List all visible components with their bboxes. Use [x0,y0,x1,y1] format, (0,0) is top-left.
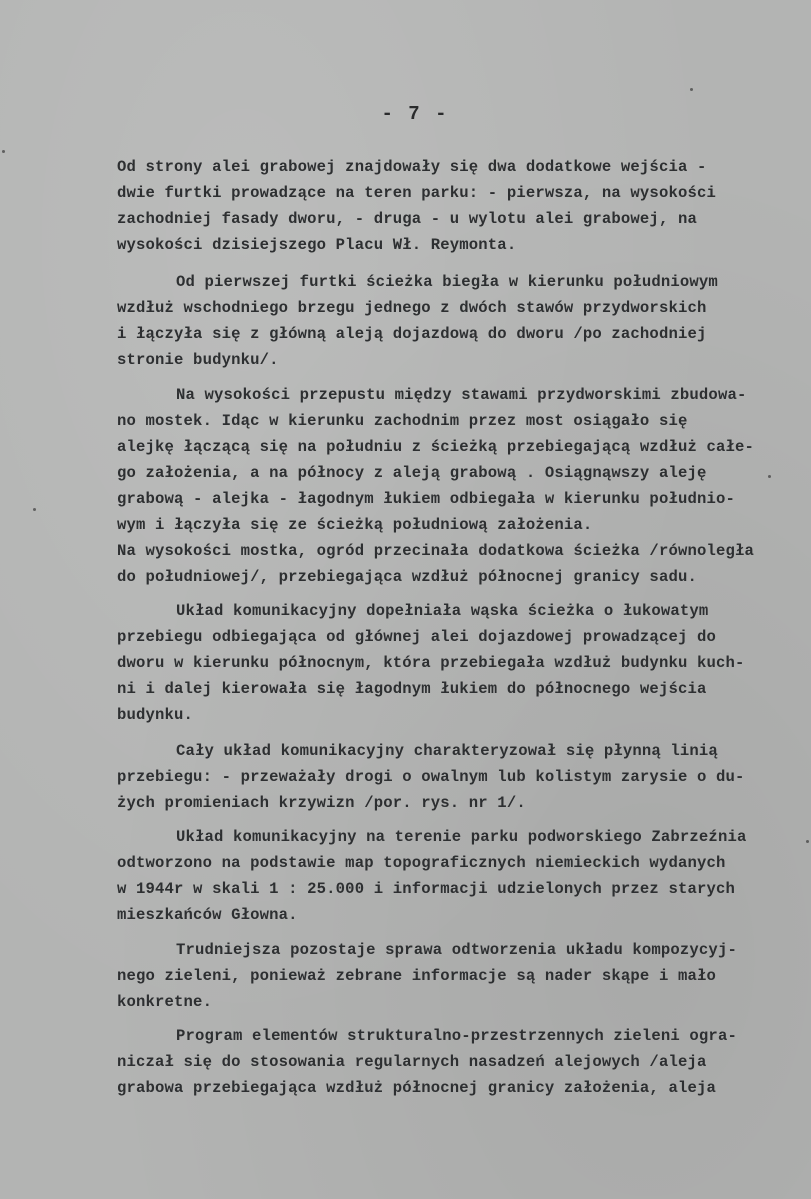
text-line: w 1944r w skali 1 : 25.000 i informacji udzielonych przez starych [117,880,736,898]
text-line: stronie budynku/. [117,351,279,369]
text-line: Od pierwszej furtki ścieżka biegła w kierunku południowym [176,273,718,291]
text-line: nego zieleni, ponieważ zebrane informacje są nader skąpe i mało [117,967,716,985]
text-line: Od strony alei grabowej znajdowały się dwa dodatkowe wejścia - [117,158,707,176]
paper-speck [806,840,809,843]
text-line: Układ komunikacyjny dopełniała wąska ścieżka o łukowatym [176,602,709,620]
text-line: mieszkańców Głowna. [117,906,298,924]
text-line: odtworzono na podstawie map topograficznych niemieckich wydanych [117,854,726,872]
page-number: - 7 - [381,103,449,125]
text-line: Trudniejsza pozostaje sprawa odtworzenia układu kompozycyj- [176,941,737,959]
paper-speck [690,88,693,91]
text-line: do południowej/, przebiegająca wzdłuż północnej granicy sadu. [117,568,697,586]
text-line: ni i dalej kierowała się łagodnym łukiem do północnego wejścia [117,680,707,698]
text-line: żych promieniach krzywizn /por. rys. nr 1/. [117,794,526,812]
paper-speck [2,150,5,153]
text-line: konkretne. [117,993,213,1011]
paper-speck [768,475,771,478]
text-line: grabowa przebiegająca wzdłuż północnej granicy założenia, aleja [117,1079,716,1097]
text-line: go założenia, a na północy z aleją grabową . Osiągnąwszy aleję [117,464,707,482]
text-line: przebiegu: - przeważały drogi o owalnym lub kolistym zarysie o du- [117,768,745,786]
text-line: Na wysokości mostka, ogród przecinała dodatkowa ścieżka /równoległa [117,542,755,560]
text-line: niczał się do stosowania regularnych nasadzeń alejowych /aleja [117,1053,707,1071]
text-line: alejkę łączącą się na południu z ścieżką przebiegającą wzdłuż całe- [117,438,755,456]
text-line: Program elementów strukturalno-przestrzennych zieleni ogra- [176,1027,737,1045]
text-line: i łączyła się z główną aleją dojazdową do dworu /po zachodniej [117,325,707,343]
text-line: Cały układ komunikacyjny charakteryzował się płynną linią [176,742,718,760]
text-line: przebiegu odbiegająca od głównej alei dojazdowej prowadzącej do [117,628,716,646]
text-line: wym i łączyła się ze ścieżką południową założenia. [117,516,593,534]
text-line: Układ komunikacyjny na terenie parku podworskiego Zabrzeźnia [176,828,747,846]
text-line: wysokości dzisiejszego Placu Wł. Reymonta. [117,236,517,254]
text-line: grabową - alejka - łagodnym łukiem odbiegała w kierunku południo- [117,490,736,508]
text-line: dwie furtki prowadzące na teren parku: - pierwsza, na wysokości [117,184,716,202]
text-line: zachodniej fasady dworu, - druga - u wylotu alei grabowej, na [117,210,697,228]
text-line: no mostek. Idąc w kierunku zachodnim przez most osiągało się [117,412,688,430]
text-line: budynku. [117,706,194,724]
text-line: dworu w kierunku północnym, która przebiegała wzdłuż budynku kuch- [117,654,745,672]
text-line: Na wysokości przepustu między stawami przydworskimi zbudowa- [176,386,747,404]
text-line: wzdłuż wschodniego brzegu jednego z dwóch stawów przydworskich [117,299,707,317]
paper-speck [33,508,36,511]
